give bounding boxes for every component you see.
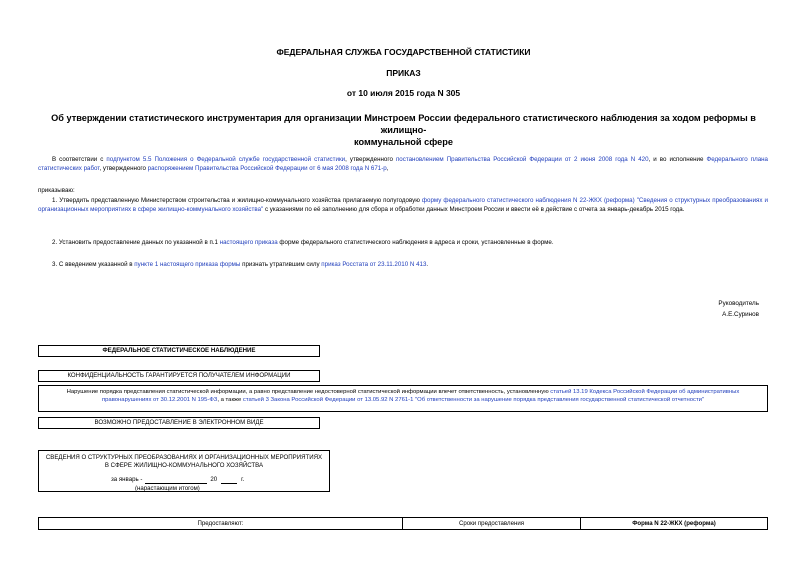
report-title-line-2: В СФЕРЕ ЖИЛИЩНО-КОММУНАЛЬНОГО ХОЗЯЙСТВА	[104, 462, 264, 469]
period-year-field[interactable]	[221, 476, 237, 484]
preamble-text-4: , утвержденного	[99, 165, 148, 172]
item3-text-1: 3. С введением указанной в	[52, 261, 135, 268]
deadlines-cell: Сроки предоставления	[403, 518, 581, 529]
document-title	[30, 112, 777, 148]
report-title-box	[38, 450, 330, 492]
link-government-order[interactable]: распоряжением Правительства Российской Федерации от 6 мая 2008 года N 671-р	[147, 165, 387, 172]
order-item-2	[52, 238, 768, 247]
agency-name: ФЕДЕРАЛЬНАЯ СЛУЖБА ГОСУДАРСТВЕННОЙ СТАТИСТИКИ	[276, 47, 531, 57]
preamble-text-2: , утвержденного	[345, 156, 396, 163]
report-period-line	[111, 476, 244, 484]
liability-text-1: Нарушение порядка представления статистической информации, а равно представление недостоверной статистической информации влечет ответственность, установленную	[66, 389, 551, 395]
document-date-number: от 10 июля 2015 года N 305	[346, 88, 461, 98]
link-rosstat-order-413[interactable]: приказ Росстата от 23.11.2010 N 413	[321, 261, 427, 268]
liability-text-2: , а также	[217, 397, 243, 403]
order-item-1	[38, 196, 768, 214]
link-federal-plan[interactable]: Федерального плана статистических работ	[38, 156, 768, 172]
link-federal-law-2761-1[interactable]: статьей 3 Закона Российской Федерации от 13.05.92 N 2761-1 "Об ответственности за нарушение порядка представления государственной статистической отчетности"	[242, 397, 705, 403]
cumulative-note: (нарастающим итогом)	[135, 485, 200, 492]
item3-text-3: .	[426, 261, 429, 268]
item3-text-2: признать утратившим силу	[240, 261, 322, 268]
title-line-2: коммунальной сфере	[354, 137, 453, 147]
preamble-text-1: В соответствии с	[52, 156, 107, 163]
form-number-cell: Форма N 22-ЖКХ (реформа)	[632, 520, 716, 527]
item2-text-1: 2. Установить предоставление данных по указанной в п.1	[52, 239, 220, 246]
preamble-paragraph	[38, 155, 768, 173]
order-word: приказываю:	[38, 187, 75, 194]
liability-notice-box	[38, 385, 768, 412]
period-month-field[interactable]	[145, 476, 207, 484]
observation-box: ФЕДЕРАЛЬНОЕ СТАТИСТИЧЕСКОЕ НАБЛЮДЕНИЕ	[38, 345, 320, 357]
electronic-submission-box: ВОЗМОЖНО ПРЕДОСТАВЛЕНИЕ В ЭЛЕКТРОННОМ ВИДЕ	[38, 417, 320, 429]
item2-text-2: форме федерального статистического наблюдения в адреса и сроки, установленные в форме.	[277, 239, 554, 246]
item1-text-2: с указаниями по её заполнению для сбора и обработки данных Минстроем России и ввести её в действие с отчета за январь-декабрь 2015 года.	[263, 206, 685, 213]
link-item-1-form[interactable]: пункте 1 настоящего приказа формы	[134, 261, 241, 268]
document-type: ПРИКАЗ	[386, 68, 421, 78]
link-government-decree[interactable]: постановлением Правительства Российской Федерации от 2 июня 2008 года N 420	[395, 156, 649, 163]
signatory-role: Руководитель	[718, 300, 759, 307]
year-prefix: 20	[210, 476, 218, 483]
title-line-1: Об утверждении статистического инструментария для организации Минстроем России федерального статистического наблюдения за ходом реформы в жилищно-	[51, 113, 756, 135]
order-item-3	[52, 260, 768, 269]
link-form-22-zhkh[interactable]: форму федерального статистического наблюдения N 22-ЖКХ (реформа) "Сведения о структурных преобразованиях и организационных мероприятиях в сфере жилищно-коммунального хозяйства"	[38, 197, 768, 213]
confidentiality-box: КОНФИДЕНЦИАЛЬНОСТЬ ГАРАНТИРУЕТСЯ ПОЛУЧАТЕЛЕМ ИНФОРМАЦИИ	[38, 370, 320, 382]
year-suffix: г.	[241, 476, 245, 483]
link-this-order[interactable]: настоящего приказа	[219, 239, 278, 246]
submitters-cell: Предоставляют:	[39, 518, 403, 529]
preamble-text-3: , и во исполнение	[648, 156, 707, 163]
preamble-text-5: ,	[386, 165, 389, 172]
form-footer-row	[38, 517, 768, 530]
period-prefix: за январь -	[111, 476, 143, 483]
link-administrative-code[interactable]: статьей 13.19 Кодекса Российской Федерации об административных правонарушениях от 30.12.2001 N 195-ФЗ	[101, 389, 740, 403]
report-title-line-1: СВЕДЕНИЯ О СТРУКТУРНЫХ ПРЕОБРАЗОВАНИЯХ И ОРГАНИЗАЦИОННЫХ МЕРОПРИЯТИЯХ	[45, 454, 323, 461]
item1-text-1: 1. Утвердить представленную Министерством строительства и жилищно-коммунального хозяйства прилагаемую полугодовую	[52, 197, 422, 204]
link-regulation-clause[interactable]: подпунктом 5.5 Положения о Федеральной службе государственной статистики	[106, 156, 346, 163]
signatory-name: А.Е.Суринов	[722, 311, 759, 318]
